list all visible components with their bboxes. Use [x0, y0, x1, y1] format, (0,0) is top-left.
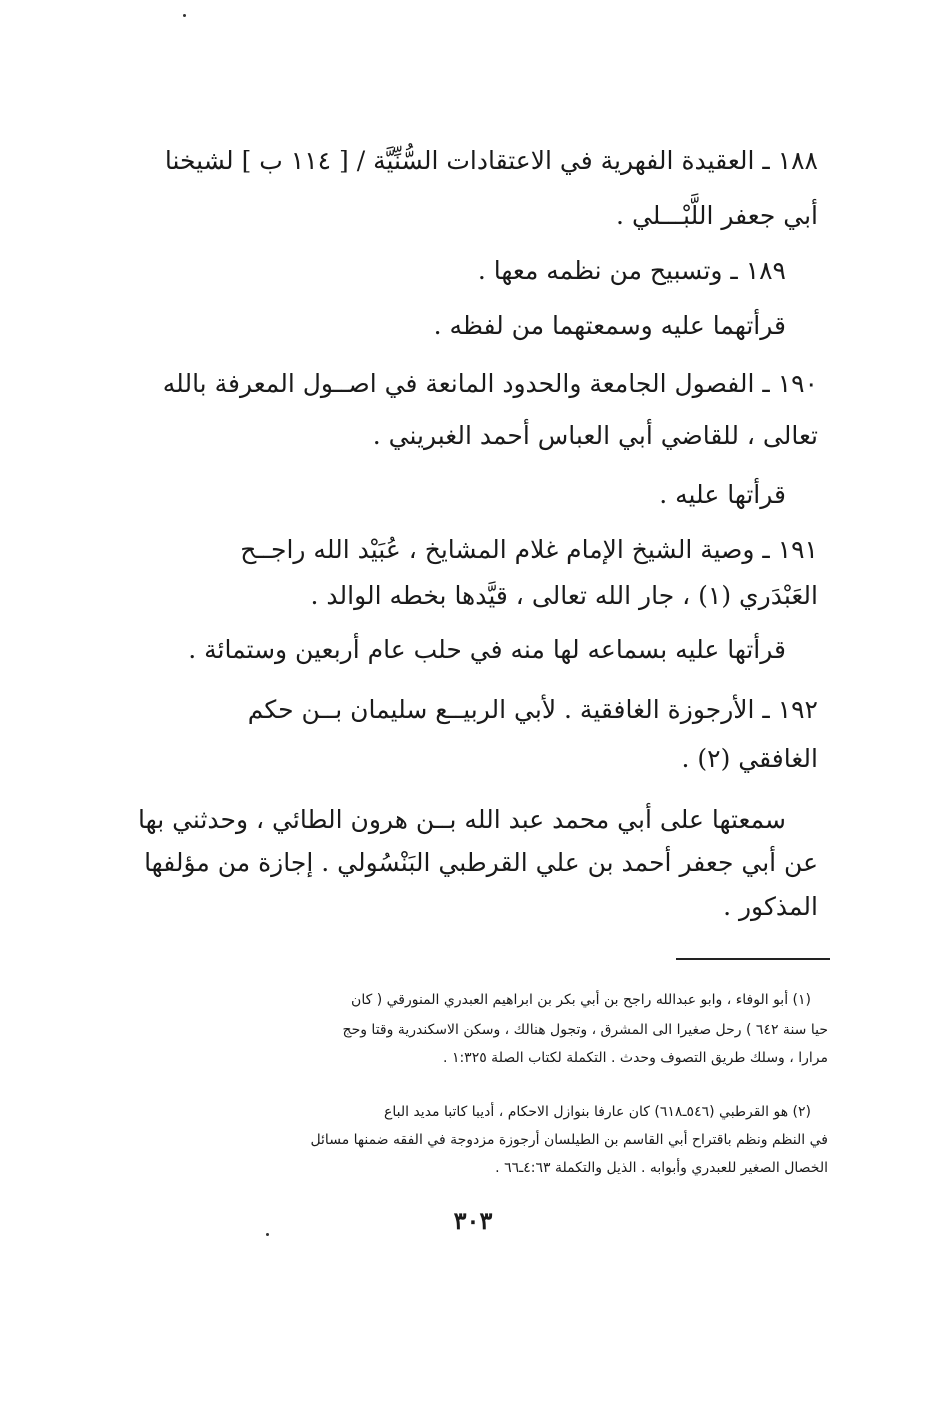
- entry-192-line-2: الغافقي (٢) .: [681, 744, 818, 773]
- entry-191-line-1: ١٩١ ـ وصية الشيخ الإمام غلام المشايخ ، عُبَيْد الله راجــح: [240, 535, 818, 564]
- footnote-1-line-1: (١) أبو الوفاء ، وابو عبدالله راجح بن أبي بكر بن ابراهيم العبدري المنورقي ( كان: [351, 992, 811, 1008]
- footnote-2-line-2: في النظم ونظم باقتراح أبي القاسم بن الطيلسان أرجوزة مزدوجة في الفقه ضمنها مسائل: [310, 1132, 828, 1148]
- entry-192-line-1: ١٩٢ ـ الأرجوزة الغافقية . لأبي الربيــع سليمان بــن حكم: [247, 695, 818, 724]
- reading-note-190: قرأتها عليه .: [659, 480, 786, 509]
- scan-speck: [183, 14, 186, 17]
- reading-note-192-line-3: المذكور .: [723, 892, 818, 921]
- page-number: ٣٠٣: [453, 1206, 493, 1235]
- footnote-separator: [676, 958, 830, 960]
- footnote-2-line-3: الخصال الصغير للعبدري وأبوابه . الذيل والتكملة ٤:٦٣ـ٦٦ .: [495, 1160, 828, 1176]
- footnote-1-line-3: مرارا ، وسلك طريق التصوف وحدث . التكملة لكتاب الصلة ١:٣٢٥ .: [443, 1050, 828, 1066]
- entry-188-line-2: أبي جعفر اللَّبْـــلي .: [616, 201, 818, 230]
- entry-188-line-1: ١٨٨ ـ العقيدة الفهرية في الاعتقادات السُّنِّيَّة / [ ١١٤ ب ] لشيخنا: [164, 146, 818, 175]
- reading-note-191: قرأتها عليه بسماعه لها منه في حلب عام أربعين وستمائة .: [188, 635, 786, 664]
- entry-190-line-1: ١٩٠ ـ الفصول الجامعة والحدود المانعة في اصــول المعرفة بالله: [162, 369, 818, 398]
- reading-note-192-line-2: عن أبي جعفر أحمد بن علي القرطبي البَنْسُولي . إجازة من مؤلفها: [144, 848, 818, 877]
- footnote-2-line-1: (٢) هو القرطبي (٥٤٦ـ٦١٨) كان عارفا بنوازل الاحكام ، أديبا كاتبا مديد الباع: [384, 1104, 811, 1120]
- reading-note-189: قرأتهما عليه وسمعتهما من لفظه .: [433, 311, 786, 340]
- entry-190-line-2: تعالى ، للقاضي أبي العباس أحمد الغبريني .: [372, 421, 818, 450]
- reading-note-192-line-1: سمعتها على أبي محمد عبد الله بــن هرون الطائي ، وحدثني بها: [138, 805, 786, 834]
- entry-191-line-2: العَبْدَري (١) ، جار الله تعالى ، قيَّدها بخطه الوالد .: [310, 581, 818, 610]
- entry-189: ١٨٩ ـ وتسبيح من نظمه معها .: [477, 256, 786, 285]
- scan-speck: [266, 1233, 269, 1236]
- footnote-1-line-2: حيا سنة ٦٤٢ ) رحل صغيرا الى المشرق ، وتجول هنالك ، وسكن الاسكندرية وقتا وحج: [342, 1022, 828, 1038]
